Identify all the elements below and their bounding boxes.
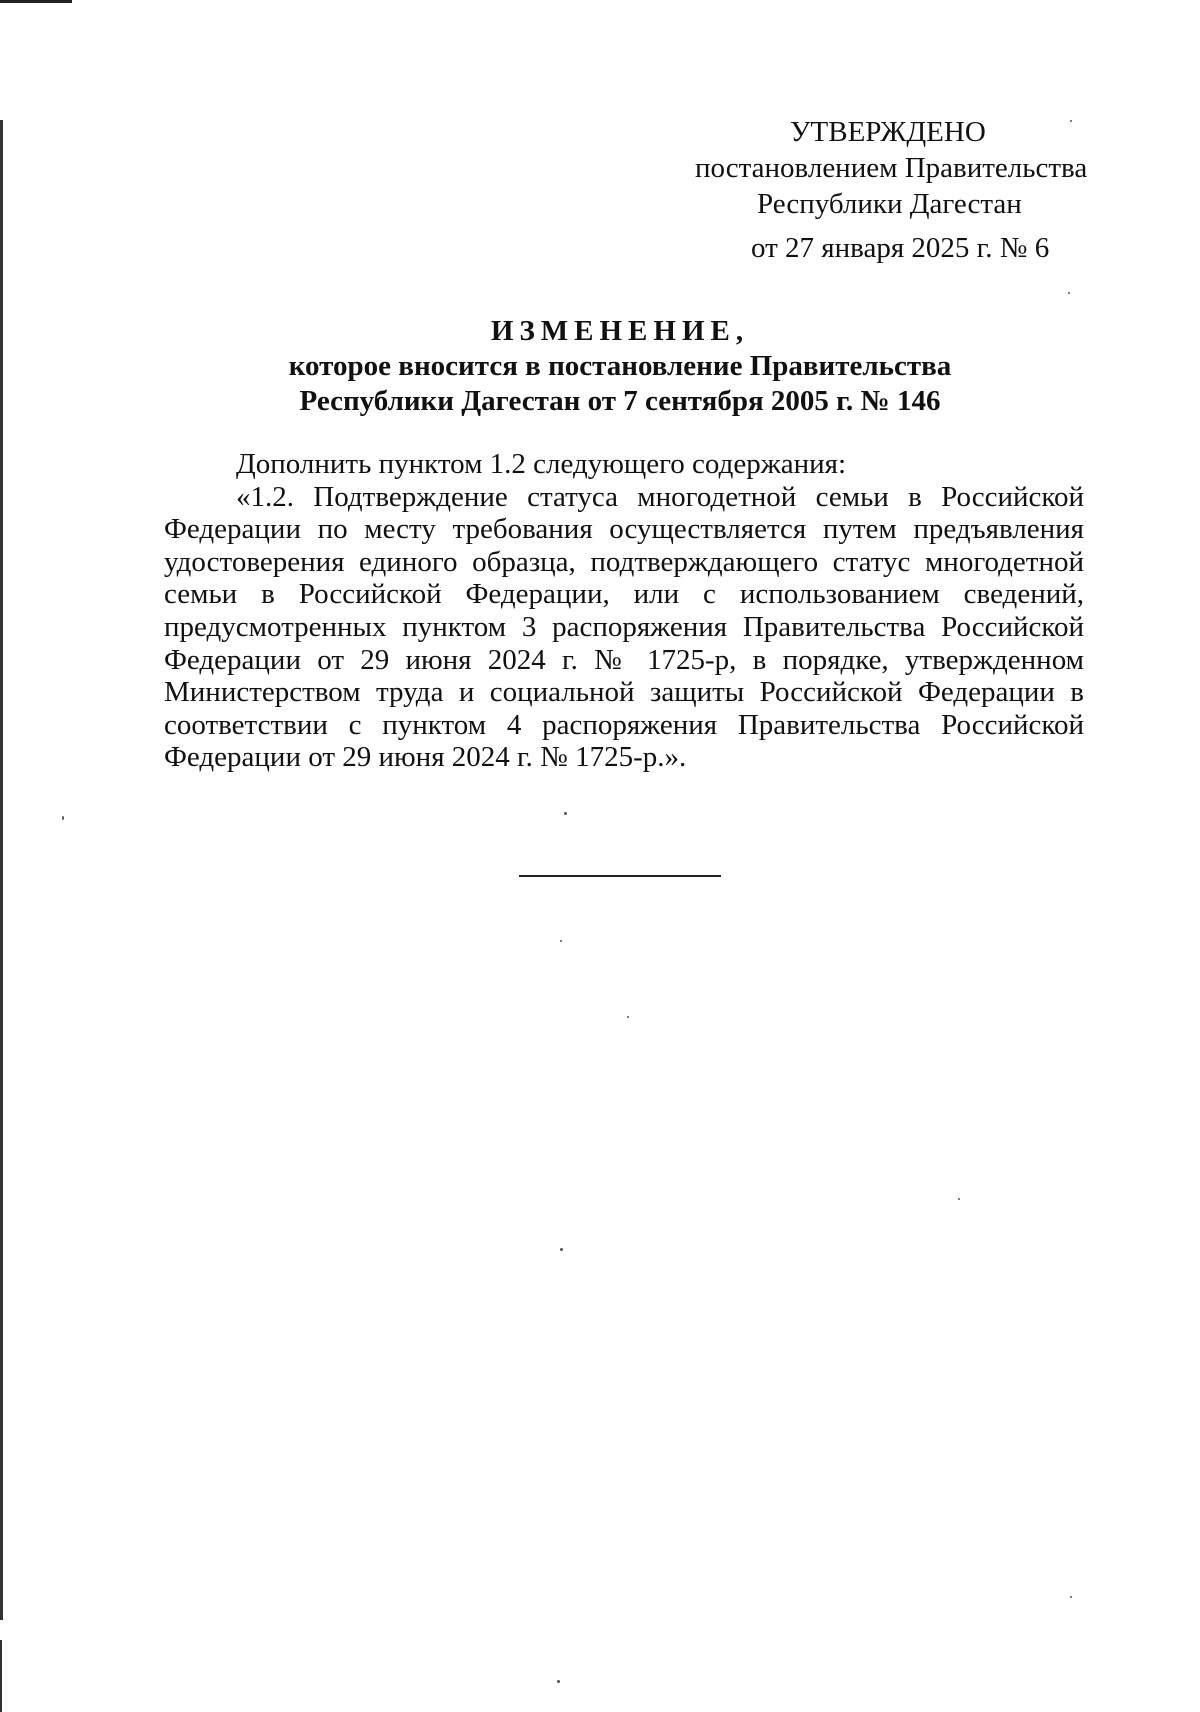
approval-republic: Республики Дагестан <box>757 188 1022 220</box>
scan-speck <box>62 816 64 820</box>
scan-edge-top <box>0 0 72 3</box>
document-title <box>160 314 1080 419</box>
title-heading: ИЗМЕНЕНИЕ, <box>490 315 750 347</box>
scan-speck <box>564 812 567 815</box>
end-separator-line <box>519 875 721 877</box>
scan-edge-left-lower <box>0 1640 2 1712</box>
body-intro: Дополнить пунктом 1.2 следующего содержания: <box>236 448 847 480</box>
scan-speck <box>1070 120 1072 122</box>
scan-speck <box>627 1016 629 1018</box>
approval-authority: постановлением Правительства <box>695 152 1088 184</box>
title-subtitle-line1: которое вносится в постановление Правительства <box>288 350 952 382</box>
scan-speck <box>958 1198 960 1200</box>
approval-heading: УТВЕРЖДЕНО <box>790 116 986 148</box>
approval-stamp <box>690 114 1090 266</box>
body-paragraph: «1.2. Подтверждение статуса многодетной семьи в Российской Федерации по месту требования осуществляется путем предъявления удостоверения единого образца, подтверждающего статус многодетной семьи в Российской Федерации, или с использованием сведений, предусмотренных пунктом 3 распоряжения Правительства Российской Федерации от 29 июня 2024 г. № 1725-р, в порядке, утвержденном Министерством труда и социальной защиты Российской Федерации в соответствии с пунктом 4 распоряжения Правительства Российской Федерации от 29 июня 2024 г. № 1725-р.». <box>164 480 1084 774</box>
scan-speck <box>560 1248 563 1251</box>
scan-speck <box>1070 1596 1072 1598</box>
document-body <box>164 448 1084 774</box>
scan-edge-left <box>0 120 3 1620</box>
scan-speck <box>1068 292 1070 294</box>
title-subtitle-line2: Республики Дагестан от 7 сентября 2005 г. № 146 <box>299 385 941 417</box>
scan-speck <box>560 940 562 942</box>
approval-date: от 27 января 2025 г. № 6 <box>751 232 1050 264</box>
scan-speck <box>557 1680 560 1683</box>
